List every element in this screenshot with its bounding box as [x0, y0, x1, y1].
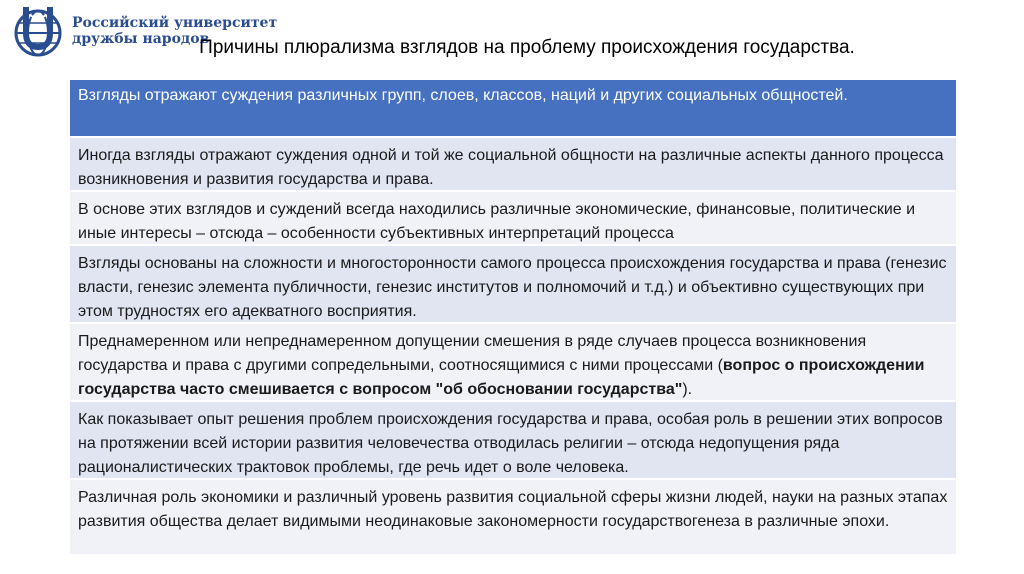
row-text-tail: ). — [682, 381, 693, 398]
table-row: Различная роль экономики и различный уровень развития социальной сферы жизни людей, науки на разных этапах развития общества делает видимыми неодинаковые закономерности государствогенеза в различные эпохи. — [70, 480, 956, 556]
logo-line-2: дружбы народов — [72, 31, 210, 47]
logo-line-1: Российский университет — [72, 15, 278, 31]
table-row: В основе этих взглядов и суждений всегда находились различные экономические, финансовые, политические и иные интересы – отсюда – особенности субъективных интерпретаций процесса — [70, 192, 956, 246]
table-row: Иногда взгляды отражают суждения одной и той же социальной общности на различные аспекты данного процесса возникновения и развития государства и права. — [70, 138, 956, 192]
page-title: Причины плюрализма взглядов на проблему происхождения государства. — [199, 37, 855, 58]
table-row: Как показывает опыт решения проблем происхождения государства и права, особая роль в решении этих вопросов на протяжении всей истории развития человечества отводилась религии – отсюда недопущения ряда рационалистических трактовок проблемы, где речь идет о воле человека. — [70, 402, 956, 480]
reasons-table — [70, 80, 956, 556]
table-header-row: Взгляды отражают суждения различных групп, слоев, классов, наций и других социальных общностей. — [70, 80, 956, 138]
table-row: Взгляды основаны на сложности и многосторонности самого процесса происхождения государства и права (генезис власти, генезис элемента публичности, генезис институтов и полномочий и т.д.) и объективно существующих при этом трудностях его адекватного восприятия. — [70, 246, 956, 324]
table-row — [70, 324, 956, 402]
row-bold-text: вопрос о происхождении государства часто смешивается с вопросом "об обосновании государства" — [78, 357, 925, 398]
row-text: Преднамеренном или непреднамеренном допущении смешения в ряде случаев процесса возникновения государства и права с другими сопредельными, соотносящимися с ними процессами ( — [78, 333, 867, 374]
